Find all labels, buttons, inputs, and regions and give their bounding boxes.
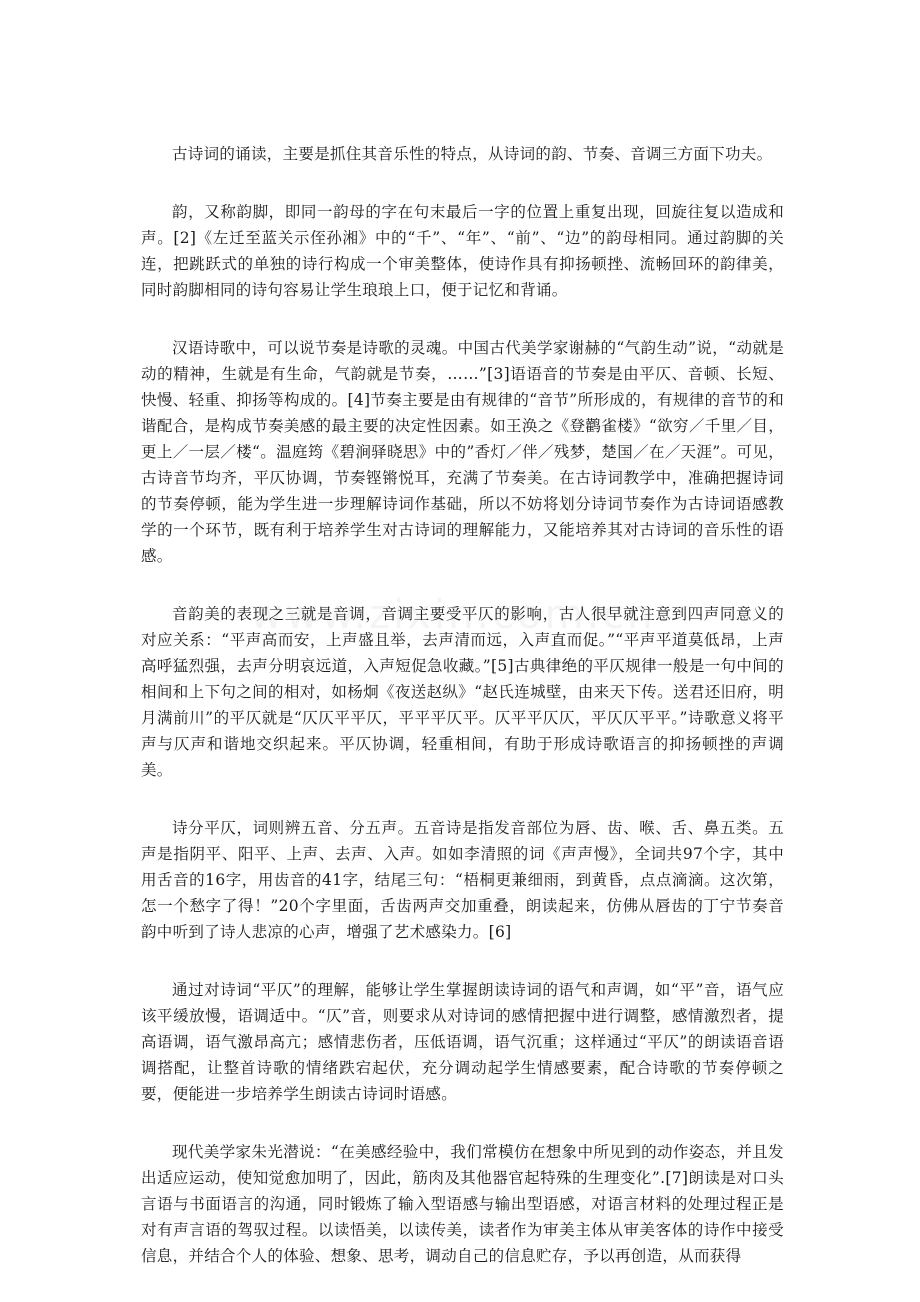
paragraph-7: 现代美学家朱光潜说：“在美感经验中，我们常模仿在想象中所见到的动作姿态，并且发出适应运动，使知觉愈加明了，因此，筋肉及其他器官起特殊的生理变化”.[7]朗读是对口头言语与书面语言的沟通，同时锻炼了输入型语感与输出型语感，对语言材料的处理过程正是对有声言语的驾驭过程。以读悟美，以读传美，读者作为审美主体从审美客体的诗作中接受信息，并结合个人的体验、想象、思考，调动自己的信息贮存，予以再创造，从而获得 bbox=[141, 1143, 784, 1265]
paragraph-4: 音韵美的表现之三就是音调，音调主要受平仄的影响，古人很早就注意到四声同意义的对应关系：“平声高而安，上声盛且举，去声清而远，入声直而促。”“平声平道莫低昂，上声高呼猛烈强，去声分明哀远道，入声短促急收藏。”[5]古典律绝的平仄规律一般是一句中间的相间和上下句之间的相对，如杨炯《夜送赵纵》“赵氏连城壁，由来天下传。送君还旧府，明月满前川”的平仄就是“仄仄平平仄，平平平仄平。仄平平仄仄，平仄仄平平。”诗歌意义将平声与仄声和谐地交织起来。平仄协调，轻重相间，有助于形成诗歌语言的抑扬顿挫的声调美。 bbox=[141, 605, 784, 779]
paragraph-5: 诗分平仄，词则辨五音、分五声。五音诗是指发音部位为唇、齿、喉、舌、鼻五类。五声是指阴平、阳平、上声、去声、入声。如如李清照的词《声声慢》，全词共97个字，其中用舌音的16字，用齿音的41字，结尾三句：“梧桐更兼细雨，到黄昏，点点滴滴。这次第，怎一个愁字了得！”20个字里面，舌齿两声交加重叠，朗读起来，仿佛从唇齿的丁宁节奏音韵中听到了诗人悲凉的心声，增强了艺术感染力。[6] bbox=[141, 819, 784, 941]
document-body bbox=[141, 141, 784, 1301]
paragraph-1: 古诗词的诵读，主要是抓住其音乐性的特点，从诗词的韵、节奏、音调三方面下功夫。 bbox=[172, 145, 773, 163]
paragraph-2: 韵，又称韵脚，即同一韵母的字在句末最后一字的位置上重复出现，回旋往复以造成和声。[2]《左迁至蓝关示侄孙湘》中的“千”、“年”、“前”、“边”的韵母相同。通过韵脚的关连，把跳跃式的单独的诗行构成一个审美整体，使诗作具有抑扬顿挫、流畅回环的韵律美，同时韵脚相同的诗句容易让学生琅琅上口，便于记忆和背诵。 bbox=[141, 203, 784, 299]
paragraph-3: 汉语诗歌中，可以说节奏是诗歌的灵魂。中国古代美学家谢赫的“气韵生动”说，“动就是动的精神，生就是有生命，气韵就是节奏，……”[3]语语音的节奏是由平仄、音顿、长短、快慢、轻重、抑扬等构成的。[4]节奏主要是由有规律的“音节”所形成的，有规律的音节的和谐配合，是构成节奏美感的最主要的决定性因素。如王涣之《登鹳雀楼》“欲穷／千里／目，更上／一层／楼“。温庭筠《碧涧驿晓思》中的”香灯／伴／残梦，楚国／在／天涯”。可见，古诗音节均齐，平仄协调，节奏铿锵悦耳，充满了节奏美。在古诗词教学中，准确把握诗词的节奏停顿，能为学生进一步理解诗词作基础，所以不妨将划分诗词节奏作为古诗词语感教学的一个环节，既有利于培养学生对古诗词的理解能力，又能培养其对古诗词的音乐性的语感。 bbox=[141, 339, 784, 565]
paragraph-6: 通过对诗词“平仄”的理解，能够让学生掌握朗读诗词的语气和声调，如“平”音，语气应该平缓放慢，语调适中。“仄”音，则要求从对诗词的感情把握中进行调整，感情激烈者，提高语调，语气激昂高亢；感情悲伤者，压低语调，语气沉重；这样通过“平仄”的朗读语音语调搭配，让整首诗歌的情绪跌宕起伏，充分调动起学生情感要素，配合诗歌的节奏停顿之要，便能进一步培养学生朗读古诗词时语感。 bbox=[141, 981, 784, 1103]
